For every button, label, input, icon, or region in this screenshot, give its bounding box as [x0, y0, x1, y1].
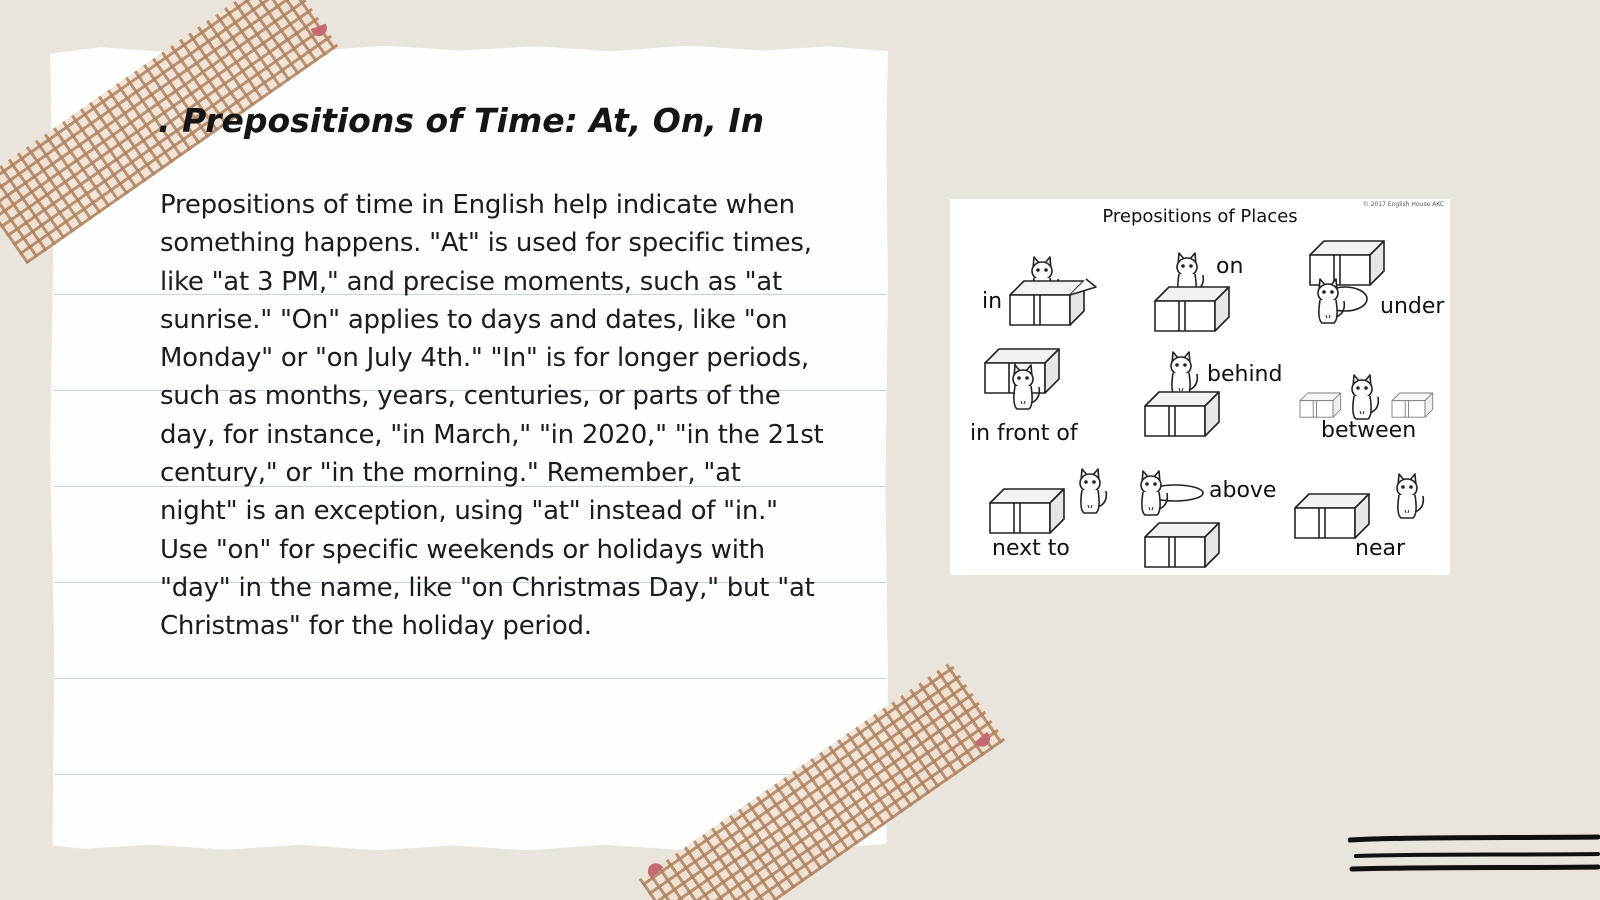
- scene-in: [1010, 257, 1096, 325]
- label-next-to: next to: [992, 536, 1070, 561]
- picture-copyright: © 2017 English House AKC: [1362, 201, 1444, 208]
- label-near: near: [1355, 536, 1406, 561]
- prepositions-of-places-image: [950, 199, 1450, 575]
- scene-above: [1141, 471, 1219, 567]
- label-on: on: [1216, 254, 1244, 279]
- brush-strokes-decoration: [1348, 834, 1600, 894]
- paper-rule: [54, 774, 886, 775]
- label-behind: behind: [1207, 362, 1283, 387]
- cats-and-boxes-illustration: [950, 199, 1450, 575]
- label-in: in: [982, 289, 1003, 314]
- label-above: above: [1209, 478, 1277, 503]
- scene-near: [1295, 474, 1423, 538]
- label-between: between: [1321, 418, 1417, 443]
- scene-next-to: [990, 469, 1106, 533]
- scene-under: [1310, 241, 1384, 323]
- picture-title: Prepositions of Places: [1102, 206, 1298, 227]
- label-in-front-of: in front of: [970, 421, 1078, 446]
- scene-in-front-of: [985, 349, 1059, 409]
- label-under: under: [1380, 294, 1445, 319]
- slide-title: . Prepositions of Time: At, On, In: [158, 101, 765, 140]
- paper-rule: [54, 678, 886, 679]
- scene-between: [1300, 375, 1433, 419]
- slide-body-text: Prepositions of time in English help indicate when something happens. "At" is used for specific times, like "at 3 PM," and precise moments, such as "at sunrise." "On" applies to days and dates, like "on Monday" or "on July 4th." "In" is for longer periods, such as months, years, centuries, or parts of the day, for instance, "in March," "in 2020," "in the 21st century," or "in the morning." Remember, "at night" is an exception, using "at" instead of "in." Use "on" for specific weekends or holidays with "day" in the name, like "on Christmas Day," but "at Christmas" for the holiday period.: [160, 190, 824, 642]
